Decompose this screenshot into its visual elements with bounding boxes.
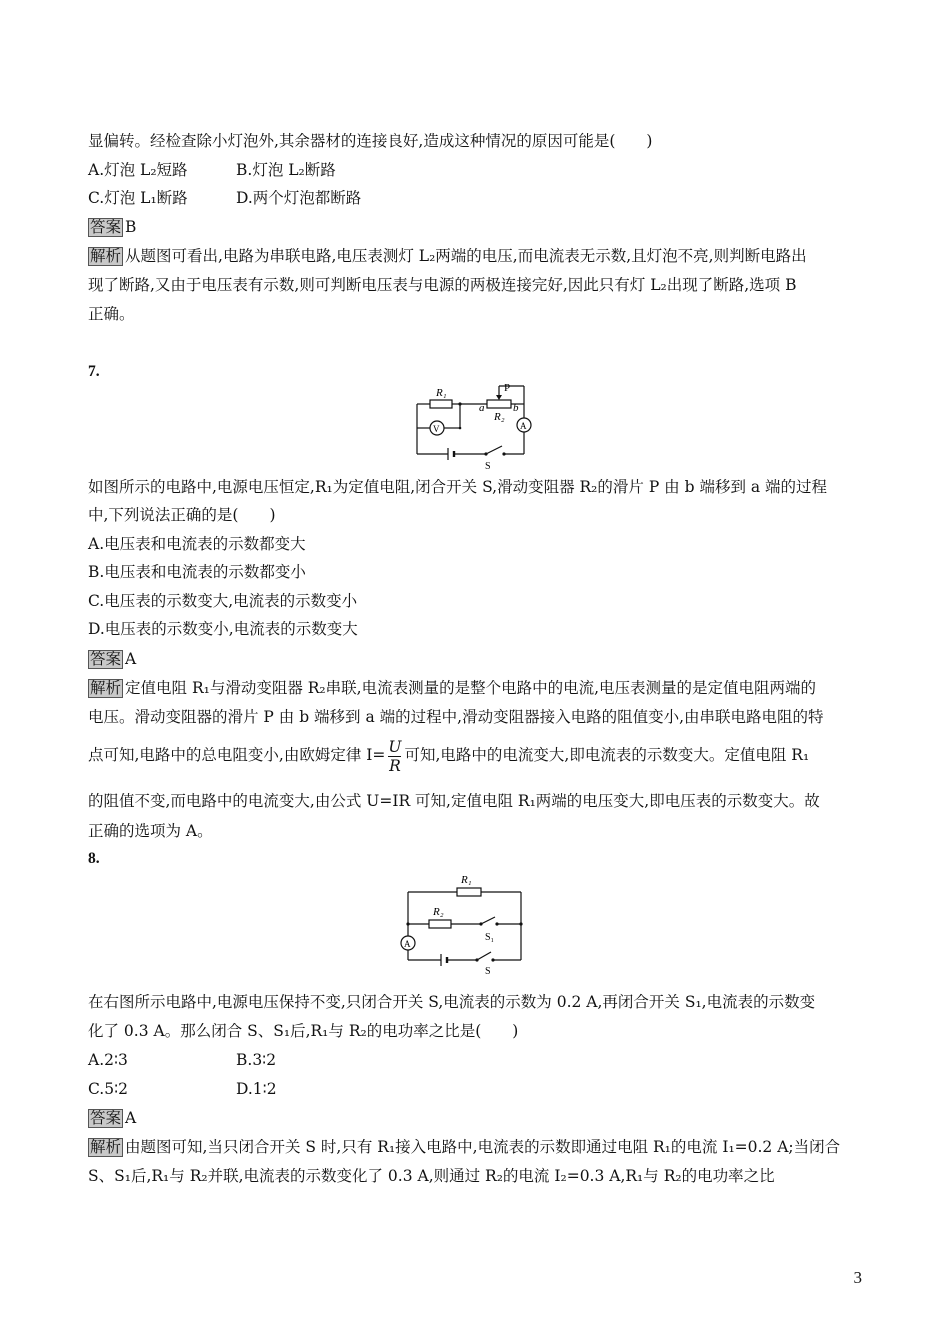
- q8-answer: [88, 1108, 136, 1128]
- answer-value: A: [125, 650, 137, 668]
- q7-label-ammeter: A: [520, 421, 527, 431]
- analysis-tag: 解析: [90, 1138, 122, 1156]
- q7-circuit-diagram: [412, 382, 544, 472]
- q8-options-row-1: [88, 1050, 276, 1070]
- q6-option-a: A.灯泡 L₂短路: [88, 161, 188, 179]
- answer-tag: 答案: [90, 650, 122, 668]
- q7-analysis-line-3: [88, 736, 809, 775]
- q8-label-s: S: [485, 966, 491, 974]
- q8-option-c: C.5∶2: [88, 1080, 128, 1098]
- q8-label-ammeter: A: [404, 939, 411, 949]
- q8-option-d: D.1∶2: [236, 1080, 277, 1098]
- q8-options-row-2: [88, 1079, 277, 1099]
- q8-number: 8.: [88, 850, 100, 867]
- q8-option-b: B.3∶2: [236, 1051, 277, 1069]
- page-number: 3: [853, 1268, 862, 1287]
- q6-stem-line: 显偏转。经检查除小灯泡外,其余器材的连接良好,造成这种情况的原因可能是( ): [88, 132, 653, 150]
- q6-options-row-1: [88, 160, 336, 180]
- answer-tag: 答案: [90, 1109, 122, 1127]
- analysis-text: 定值电阻 R₁与滑动变阻器 R₂串联,电流表测量的是整个电路中的电流,电压表测量的是定值电阻两端的: [125, 679, 816, 697]
- q6-option-b: B.灯泡 L₂断路: [236, 161, 336, 179]
- answer-value: B: [125, 218, 137, 236]
- q7-number: 7.: [88, 363, 100, 380]
- q8-stem-line-1: 在右图所示电路中,电源电压保持不变,只闭合开关 S,电流表的示数为 0.2 A,再闭合开关 S₁,电流表的示数变: [88, 993, 816, 1011]
- q7-label-a: a: [479, 402, 485, 414]
- q8-stem-line-2: 化了 0.3 A。那么闭合 S、S₁后,R₁与 R₂的电功率之比是( ): [88, 1022, 519, 1040]
- analysis-tag: 解析: [90, 247, 122, 265]
- q7-stem-line-1: 如图所示的电路中,电源电压恒定,R₁为定值电阻,闭合开关 S,滑动变阻器 R₂的滑片 P 由 b 端移到 a 端的过程: [88, 478, 828, 496]
- q7-option-b: B.电压表和电流表的示数都变小: [88, 563, 306, 581]
- q7-analysis-line-2: 电压。滑动变阻器的滑片 P 由 b 端移到 a 端的过程中,滑动变阻器接入电路的阻值变小,由串联电路电阻的特: [88, 708, 824, 726]
- q7-analysis-line-5: 正确的选项为 A。: [88, 822, 213, 840]
- q6-answer: [88, 217, 136, 237]
- q6-analysis-line-2: 现了断路,又由于电压表有示数,则可判断电压表与电源的两极连接完好,因此只有灯 L₂出现了断路,选项 B: [88, 276, 797, 294]
- q8-circuit-diagram: [397, 868, 527, 974]
- q7-option-a: A.电压表和电流表的示数都变大: [88, 535, 306, 553]
- q7-analysis-line-4: 的阻值不变,而电路中的电流变大,由公式 U=IR 可知,定值电阻 R₁两端的电压变大,即电压表的示数变大。故: [88, 792, 820, 810]
- q7-label-r1: R₁: [436, 387, 447, 399]
- q7-label-s: S: [485, 461, 491, 472]
- q6-option-d: D.两个灯泡都断路: [236, 189, 362, 207]
- q7-answer: [88, 649, 136, 669]
- analysis-tag: 解析: [90, 679, 122, 697]
- q8-label-r2: R₂: [433, 906, 444, 918]
- q7-option-d: D.电压表的示数变小,电流表的示数变大: [88, 620, 358, 638]
- analysis-text: 点可知,电路中的总电阻变小,由欧姆定律 I=: [88, 746, 386, 764]
- q6-analysis-line-1: [88, 246, 807, 266]
- q7-label-v: V: [433, 424, 440, 434]
- fraction-numerator: U: [388, 737, 402, 756]
- q7-rheostat-r2: [487, 400, 511, 408]
- q8-label-s1: S₁: [485, 932, 495, 943]
- answer-value: A: [125, 1109, 137, 1127]
- q7-label-b: b: [513, 402, 519, 414]
- q7-analysis-line-1: [88, 678, 816, 698]
- fraction-denominator: R: [389, 756, 401, 775]
- ohms-law-fraction: [388, 738, 401, 775]
- q7-label-r2: R₂: [494, 411, 505, 423]
- q8-analysis-line-1: [88, 1137, 840, 1157]
- analysis-text: 可知,电路中的电流变大,即电流表的示数变大。定值电阻 R₁: [404, 746, 810, 764]
- q6-options-row-2: [88, 188, 361, 208]
- analysis-text: 从题图可看出,电路为串联电路,电压表测灯 L₂两端的电压,而电流表无示数,且灯泡不亮,则判断电路出: [125, 247, 807, 265]
- q6-analysis-line-3: 正确。: [88, 305, 135, 323]
- analysis-text: 由题图可知,当只闭合开关 S 时,只有 R₁接入电路中,电流表的示数即通过电阻 R₁的电流 I₁=0.2 A;当闭合: [125, 1138, 841, 1156]
- q8-option-a: A.2∶3: [88, 1051, 128, 1069]
- q7-stem-line-2: 中,下列说法正确的是( ): [88, 506, 276, 524]
- q6-option-c: C.灯泡 L₁断路: [88, 189, 188, 207]
- q8-resistor-r1: [457, 888, 481, 896]
- q8-resistor-r2: [429, 920, 451, 928]
- q7-label-p: P: [504, 382, 511, 394]
- q8-analysis-line-2: S、S₁后,R₁与 R₂并联,电流表的示数变化了 0.3 A,则通过 R₂的电流 I₂=0.3 A,R₁与 R₂的电功率之比: [88, 1167, 775, 1185]
- q8-label-r1: R₁: [461, 874, 472, 886]
- q7-option-c: C.电压表的示数变大,电流表的示数变小: [88, 592, 358, 610]
- answer-tag: 答案: [90, 218, 122, 236]
- q7-resistor-r1: [430, 400, 452, 408]
